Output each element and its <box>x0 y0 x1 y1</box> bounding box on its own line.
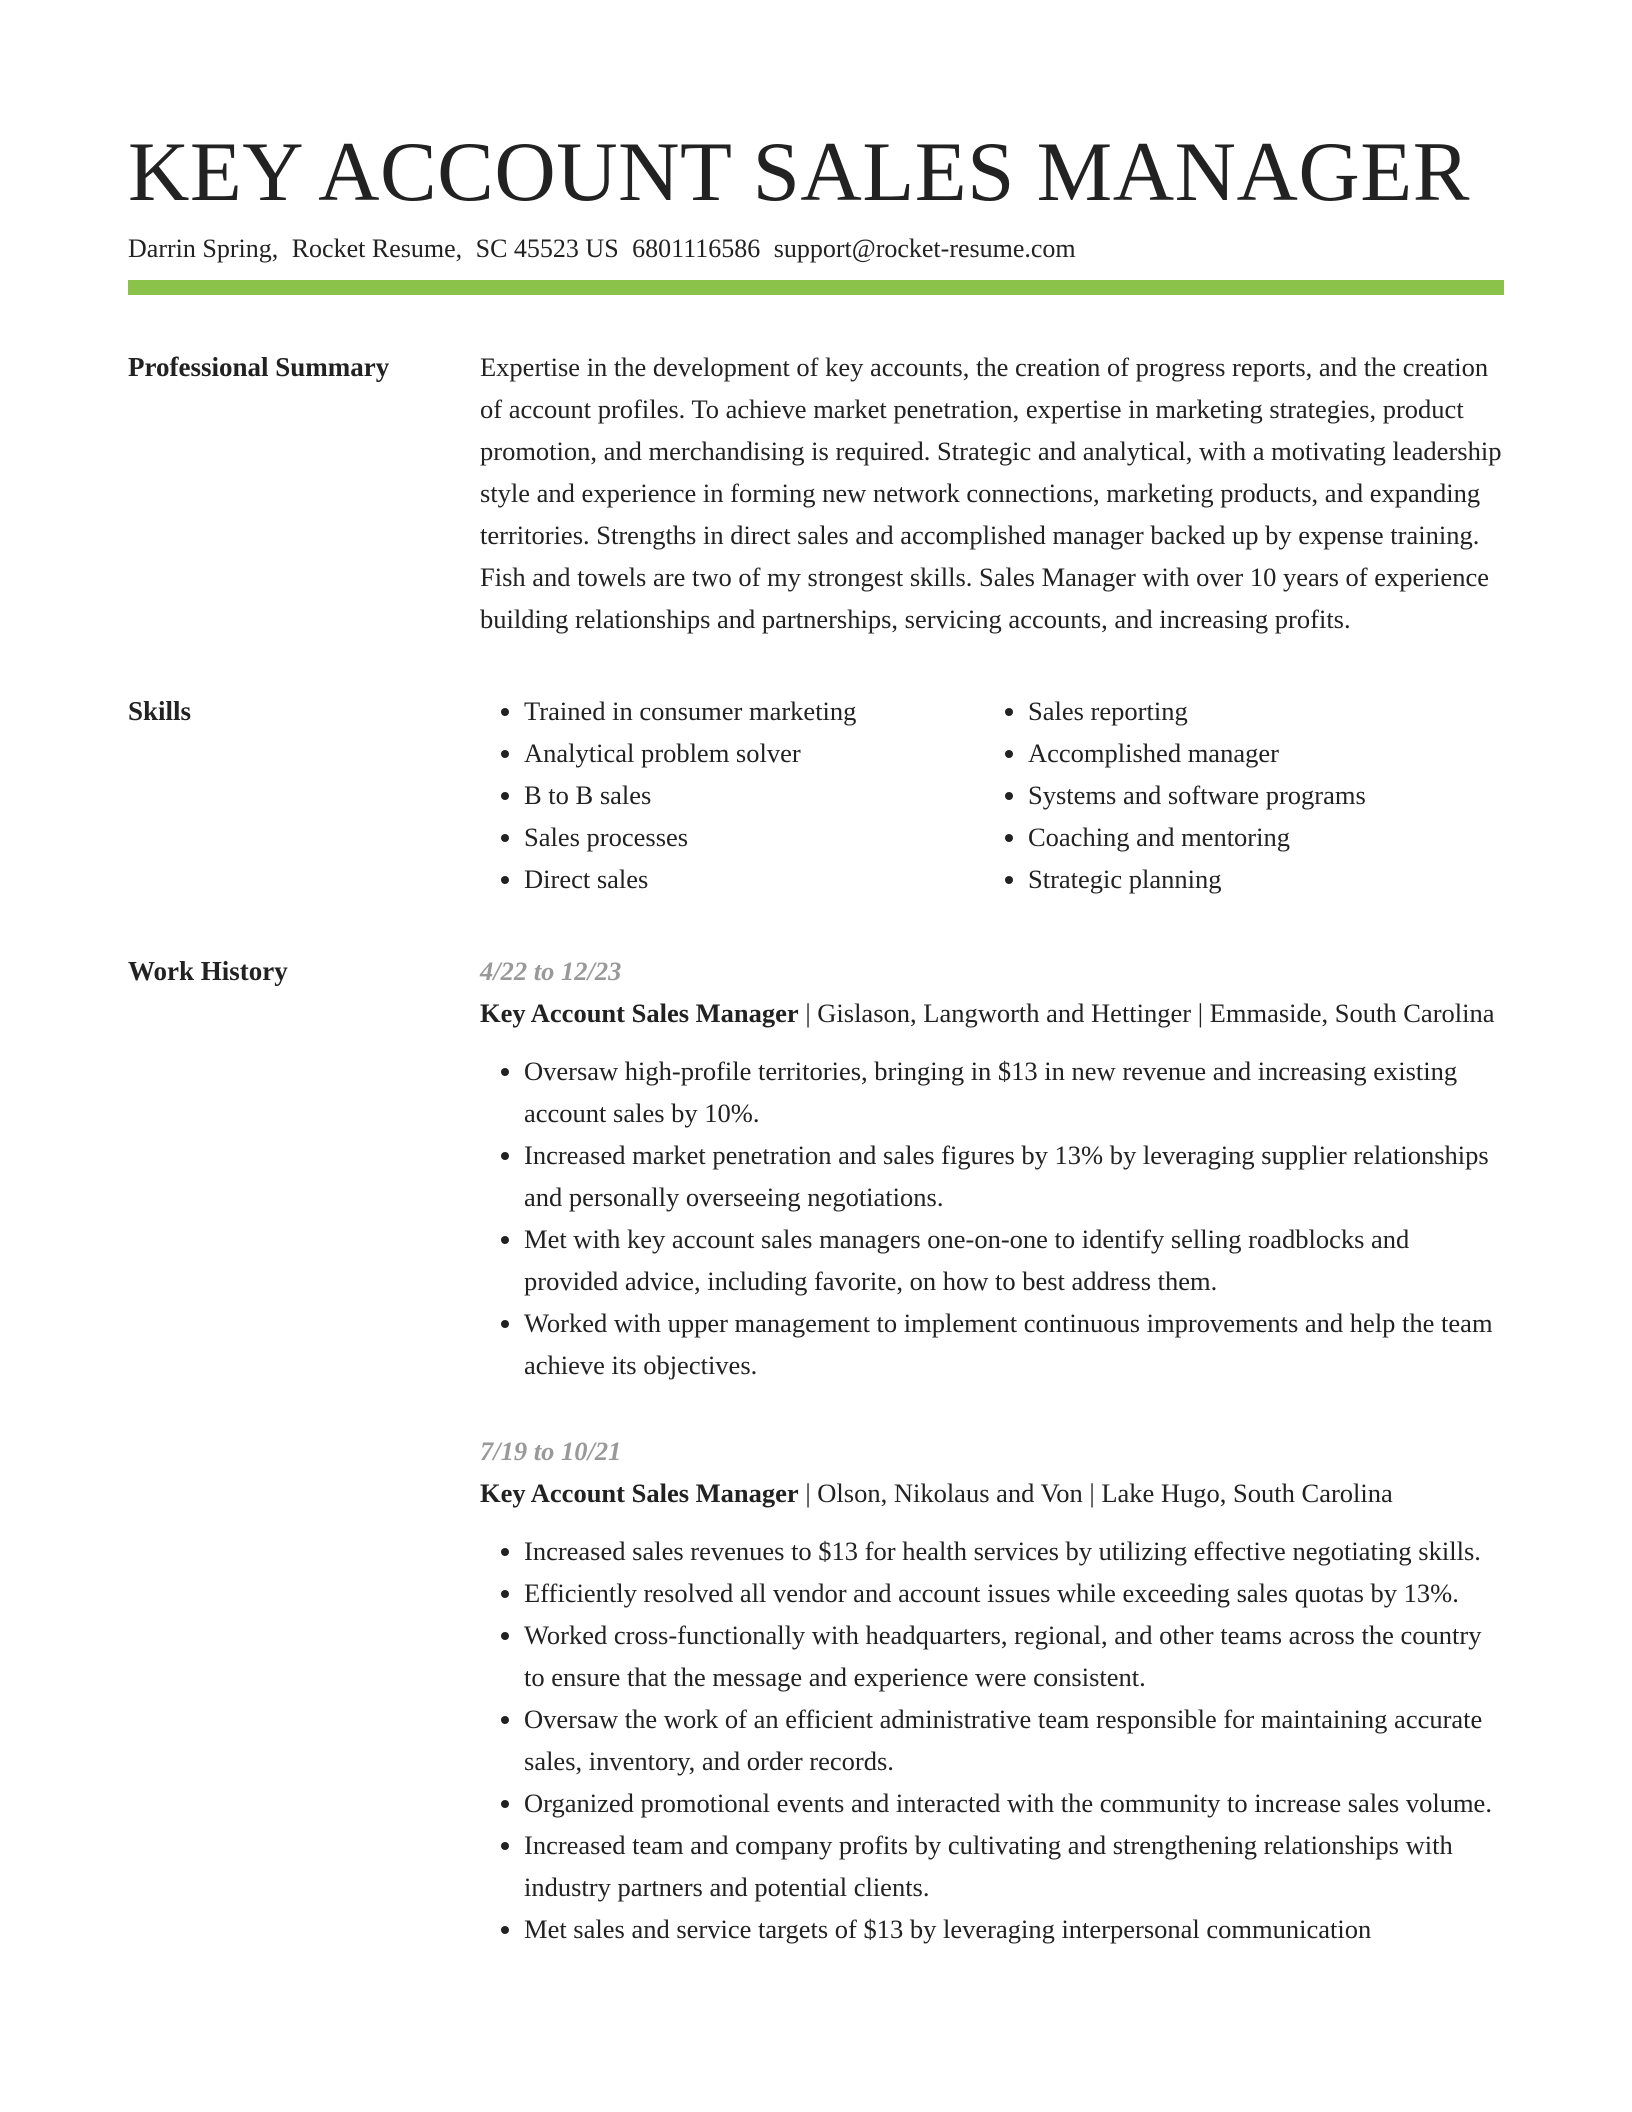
contact-email: support@rocket-resume.com <box>773 234 1076 263</box>
summary-section <box>128 346 1504 640</box>
contact-line <box>128 232 1504 266</box>
skill-item: • Accomplished manager <box>1028 732 1488 774</box>
skill-item: • Systems and software programs <box>1028 774 1488 816</box>
skill-item: • Analytical problem solver <box>524 732 984 774</box>
skills-columns <box>480 690 1504 900</box>
skill-item: • Trained in consumer marketing <box>524 690 984 732</box>
work-history-heading: Work History <box>128 956 288 986</box>
job-bullet: • Increased team and company profits by cultivating and strengthening relationships with industry partners and potential clients. <box>524 1824 1504 1908</box>
job-entry <box>480 1430 1504 1950</box>
contact-phone: 6801116586 <box>632 234 761 263</box>
job-dates: 4/22 to 12/23 <box>480 956 622 986</box>
job-heading <box>480 992 1504 1034</box>
job-bullet-list <box>480 1530 1504 1950</box>
skill-item: • B to B sales <box>524 774 984 816</box>
accent-divider <box>128 280 1504 295</box>
summary-text: Expertise in the development of key accounts, the creation of progress reports, and the creation of account profiles. To achieve market penetration, expertise in marketing strategies, product promotion, and merchandising is required. Strategic and analytical, with a motivating leadership style and experience in forming new network connections, marketing products, and expanding territories. Strengths in direct sales and accomplished manager backed up by expense training. Fish and towels are two of my strongest skills. Sales Manager with over 10 years of experience building relationships and partnerships, servicing accounts, and increasing profits. <box>480 352 1502 634</box>
job-bullet: • Increased market penetration and sales figures by 13% by leveraging supplier relationships and personally overseeing negotiations. <box>524 1134 1504 1218</box>
job-dates: 7/19 to 10/21 <box>480 1436 622 1466</box>
job-bullet: • Efficiently resolved all vendor and account issues while exceeding sales quotas by 13%. <box>524 1572 1504 1614</box>
job-heading <box>480 1472 1504 1514</box>
skill-item: • Strategic planning <box>1028 858 1488 900</box>
job-bullet: • Worked with upper management to implement continuous improvements and help the team achieve its objectives. <box>524 1302 1504 1386</box>
skills-heading: Skills <box>128 696 192 726</box>
job-bullet: • Organized promotional events and interacted with the community to increase sales volume. <box>524 1782 1504 1824</box>
job-title: Key Account Sales Manager <box>480 1478 799 1508</box>
job-bullet: • Met with key account sales managers one-on-one to identify selling roadblocks and provided advice, including favorite, on how to best address them. <box>524 1218 1504 1302</box>
job-bullet: • Oversaw high-profile territories, bringing in $13 in new revenue and increasing existing account sales by 10%. <box>524 1050 1504 1134</box>
skills-section <box>128 690 1504 900</box>
skills-body <box>480 690 1504 900</box>
job-bullet: • Oversaw the work of an efficient administrative team responsible for maintaining accurate sales, inventory, and order records. <box>524 1698 1504 1782</box>
resume-page <box>128 0 1504 1950</box>
work-history-section <box>128 950 1504 1950</box>
job-company-location: | Olson, Nikolaus and Von | Lake Hugo, South Carolina <box>798 1478 1393 1508</box>
summary-heading: Professional Summary <box>128 352 390 382</box>
skills-list-right <box>984 690 1488 900</box>
skills-list-left <box>480 690 984 900</box>
summary-body <box>480 346 1504 640</box>
contact-name: Darrin Spring, <box>128 234 279 263</box>
contact-state-zip: SC 45523 US <box>475 234 619 263</box>
job-entry <box>480 950 1504 1386</box>
job-bullet: • Worked cross-functionally with headquarters, regional, and other teams across the country to ensure that the message and experience were consistent. <box>524 1614 1504 1698</box>
work-history-body <box>480 950 1504 1950</box>
contact-city: Rocket Resume, <box>291 234 463 263</box>
skill-item: • Sales reporting <box>1028 690 1488 732</box>
job-bullet: • Increased sales revenues to $13 for health services by utilizing effective negotiating skills. <box>524 1530 1504 1572</box>
job-title: Key Account Sales Manager <box>480 998 799 1028</box>
skill-item: • Sales processes <box>524 816 984 858</box>
resume-title: KEY ACCOUNT SALES MANAGER <box>128 125 1470 219</box>
job-bullet: • Met sales and service targets of $13 by leveraging interpersonal communication <box>524 1908 1504 1950</box>
job-company-location: | Gislason, Langworth and Hettinger | Emmaside, South Carolina <box>798 998 1495 1028</box>
skill-item: • Direct sales <box>524 858 984 900</box>
job-bullet-list <box>480 1050 1504 1386</box>
skill-item: • Coaching and mentoring <box>1028 816 1488 858</box>
